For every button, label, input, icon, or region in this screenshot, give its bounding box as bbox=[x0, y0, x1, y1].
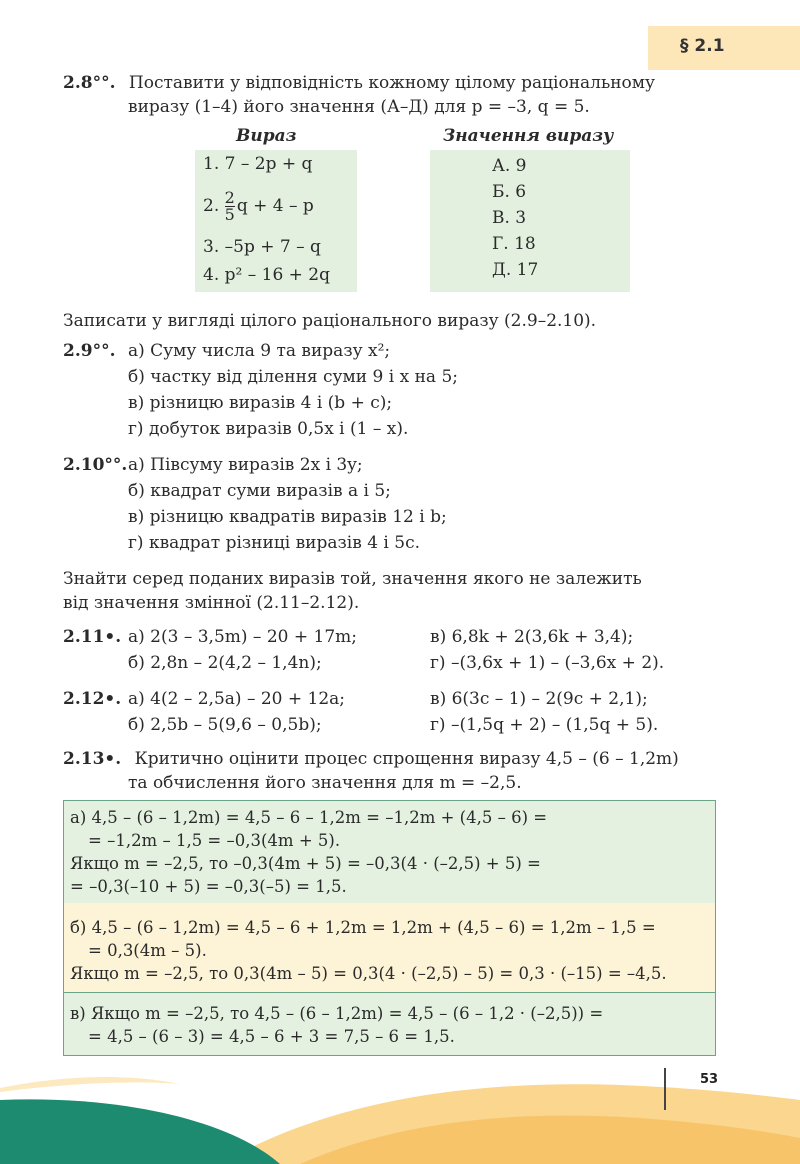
problem-2-9: 2.9°°. bbox=[63, 341, 116, 361]
problem-2-12: 2.12•. bbox=[63, 689, 122, 709]
problem-2-12-b: б) 2,5b – 5(9,6 – 0,5b); bbox=[128, 715, 322, 735]
instruction-2-11-line2: від значення змінної (2.11–2.12). bbox=[63, 593, 360, 613]
problem-2-9-b: б) частку від ділення суми 9 і x на 5; bbox=[128, 367, 458, 387]
problem-2-11-b: б) 2,8n – 2(4,2 – 1,4n); bbox=[128, 653, 322, 673]
solution-v-box bbox=[63, 992, 716, 1056]
solution-a-box bbox=[63, 800, 716, 904]
expression-4: 4. p² – 16 + 2q bbox=[203, 265, 331, 285]
expression-1: 1. 7 – 2p + q bbox=[203, 154, 313, 174]
problem-2-9-a: а) Суму числа 9 та виразу x²; bbox=[128, 341, 391, 361]
solution-b-line1: б) 4,5 – (6 – 1,2m) = 4,5 – 6 + 1,2m = 1,2m + (4,5 – 6) = 1,2m – 1,5 = bbox=[70, 918, 656, 937]
problem-text: Поставити у відповідність кожному цілому раціональному bbox=[128, 73, 656, 93]
table-header-expression: Вираз bbox=[236, 126, 297, 146]
problem-2-11: 2.11•. bbox=[63, 627, 122, 647]
page-number: 53 bbox=[700, 1072, 719, 1087]
problem-2-12-g: г) –(1,5q + 2) – (1,5q + 5). bbox=[430, 715, 659, 735]
solution-a-line3: Якщо m = –2,5, то –0,3(4m + 5) = –0,3(4 · (–2,5) + 5) = bbox=[70, 854, 541, 873]
solution-b-box bbox=[63, 903, 716, 993]
expression-3: 3. –5p + 7 – q bbox=[203, 237, 321, 257]
problem-2-11-v: в) 6,8k + 2(3,6k + 3,4); bbox=[430, 627, 634, 647]
bottom-wave-decoration bbox=[0, 1040, 800, 1164]
solution-v-line2: = 4,5 – (6 – 3) = 4,5 – 6 + 3 = 7,5 – 6 = 1,5. bbox=[88, 1027, 455, 1046]
page-number-divider bbox=[664, 1068, 666, 1110]
value-v: В. 3 bbox=[492, 208, 527, 228]
instruction-2-11-line1: Знайти серед поданих виразів той, значення якого не залежить bbox=[63, 569, 642, 589]
table-header-value: Значення виразу bbox=[443, 126, 614, 146]
solution-a-line1: а) 4,5 – (6 – 1,2m) = 4,5 – 6 – 1,2m = –1,2m + (4,5 – 6) = bbox=[70, 808, 548, 827]
solution-a-line4: = –0,3(–10 + 5) = –0,3(–5) = 1,5. bbox=[70, 877, 347, 896]
problem-2-10-v: в) різницю квадратів виразів 12 і b; bbox=[128, 507, 447, 527]
problem-2-10-a: а) Півсуму виразів 2x і 3y; bbox=[128, 455, 363, 475]
section-tab bbox=[648, 26, 800, 70]
problem-2-10: 2.10°°. bbox=[63, 455, 128, 475]
value-b: Б. 6 bbox=[492, 182, 527, 202]
problem-2-13-line2: та обчислення його значення для m = –2,5. bbox=[128, 773, 522, 793]
solution-v-line1: в) Якщо m = –2,5, то 4,5 – (6 – 1,2m) = 4,5 – (6 – 1,2 · (–2,5)) = bbox=[70, 1004, 604, 1023]
solution-b-line2: = 0,3(4m – 5). bbox=[88, 941, 207, 960]
solution-b-line3: Якщо m = –2,5, то 0,3(4m – 5) = 0,3(4 · (–2,5) – 5) = 0,3 · (–15) = –4,5. bbox=[70, 964, 667, 983]
value-d: Д. 17 bbox=[492, 260, 539, 280]
problem-2-12-a: а) 4(2 – 2,5a) – 20 + 12a; bbox=[128, 689, 346, 709]
problem-2-10-b: б) квадрат суми виразів a і 5; bbox=[128, 481, 391, 501]
solution-a-line2: = –1,2m – 1,5 = –0,3(4m + 5). bbox=[88, 831, 341, 850]
instruction-2-9-2-10: Записати у вигляді цілого раціонального виразу (2.9–2.10). bbox=[63, 311, 597, 331]
problem-number: 2.8°°. bbox=[63, 73, 116, 93]
section-label: § 2.1 bbox=[680, 36, 725, 56]
fraction-two-fifths: $\frac{2}{5}$ bbox=[224, 188, 235, 224]
problem-2-13: 2.13•. Критично оцінити процес спрощення виразу 4,5 – (6 – 1,2m) bbox=[63, 749, 679, 769]
problem-2-9-v: в) різницю виразів 4 і (b + c); bbox=[128, 393, 393, 413]
expression-2: 2. $\frac{2}{5}$ q + 4 – p bbox=[203, 188, 314, 224]
problem-2-11-g: г) –(3,6x + 1) – (–3,6x + 2). bbox=[430, 653, 665, 673]
problem-2-10-g: г) квадрат різниці виразів 4 і 5c. bbox=[128, 533, 420, 553]
problem-2-8 bbox=[63, 72, 655, 94]
value-a: А. 9 bbox=[492, 156, 527, 176]
problem-2-12-v: в) 6(3c – 1) – 2(9c + 2,1); bbox=[430, 689, 648, 709]
problem-text-line2: виразу (1–4) його значення (А–Д) для p = –3, q = 5. bbox=[128, 97, 590, 117]
problem-2-11-a: а) 2(3 – 3,5m) – 20 + 17m; bbox=[128, 627, 358, 647]
problem-2-9-g: г) добуток виразів 0,5x і (1 – x). bbox=[128, 419, 409, 439]
value-g: Г. 18 bbox=[492, 234, 536, 254]
